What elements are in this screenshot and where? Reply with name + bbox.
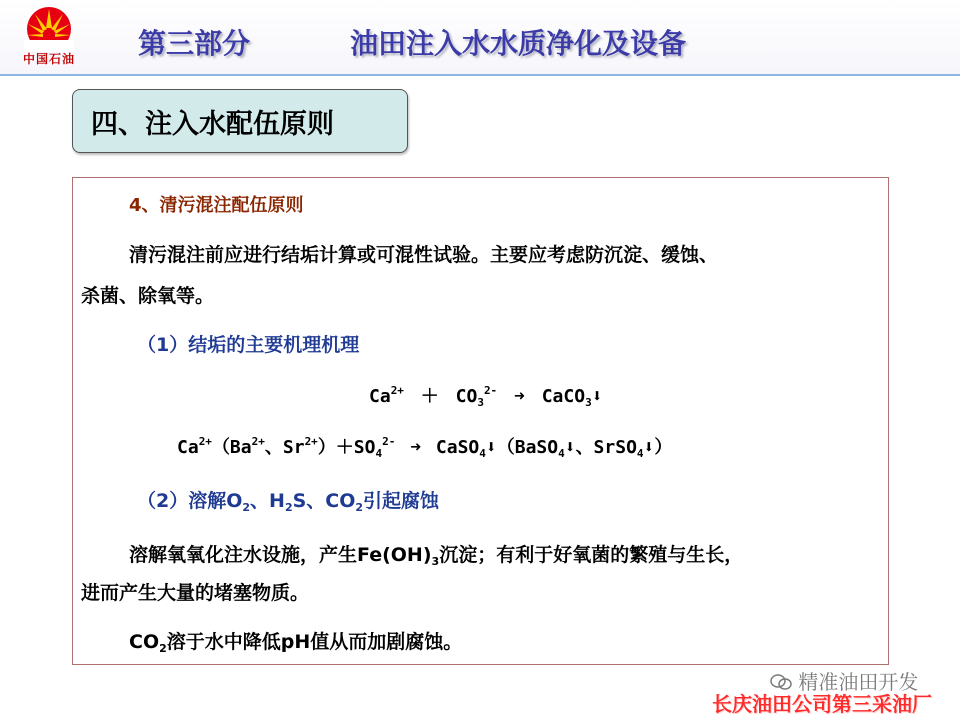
eq2-precipitate-arrow-icon: ⬇ bbox=[643, 437, 655, 458]
eq2-so-sub: 4 bbox=[375, 447, 383, 460]
para2-suffix: 沉淀；有利于好氧菌的繁殖与生长， bbox=[439, 544, 744, 566]
subheading-1: （1）结垢的主要机理机理 bbox=[137, 334, 360, 356]
para2-prefix: 溶解氧氧化注水设施，产生Fe(OH) bbox=[129, 544, 432, 566]
equation-1 bbox=[369, 382, 603, 409]
logo-emblem-icon bbox=[10, 2, 88, 52]
paragraph-2-line-1 bbox=[129, 540, 743, 568]
section-title-box bbox=[72, 89, 408, 153]
eq2-ba: （Ba bbox=[211, 437, 252, 458]
eq1-plus: ＋ bbox=[420, 386, 439, 407]
content-heading: 4、清污混注配伍原则 bbox=[129, 195, 304, 216]
eq1-precipitate-arrow-icon: ⬇ bbox=[591, 386, 603, 407]
eq2-ca-charge: 2+ bbox=[198, 435, 212, 448]
sub2-co2-sub: 2 bbox=[355, 501, 364, 514]
eq2-so: ）＋SO bbox=[317, 437, 376, 458]
logo-text: 中国石油 bbox=[22, 52, 75, 66]
part-title: 第三部分 bbox=[138, 27, 251, 60]
paragraph-3 bbox=[129, 627, 462, 655]
main-title: 油田注入水水质净化及设备 bbox=[350, 27, 687, 60]
para2-sub: 3 bbox=[431, 555, 440, 568]
eq2-close-paren: ） bbox=[654, 437, 673, 458]
eq2-sr-charge: 2+ bbox=[304, 435, 318, 448]
eq2-baso: （BaSO bbox=[496, 437, 559, 458]
eq2-precipitate-arrow-icon: ⬇ bbox=[564, 437, 576, 458]
eq2-precipitate-arrow-icon: ⬇ bbox=[485, 437, 497, 458]
petrochina-logo bbox=[10, 2, 88, 70]
eq2-ca: Ca bbox=[177, 437, 199, 458]
eq1-product: CaCO bbox=[541, 386, 586, 407]
para3-suffix: 溶于水中降低pH值从而加剧腐蚀。 bbox=[166, 631, 463, 653]
eq2-caso: CaSO bbox=[435, 437, 480, 458]
sub2-h: 、H bbox=[250, 490, 285, 512]
watermark-text: 精准油田开发 bbox=[798, 670, 919, 694]
paragraph-2-line-2: 进而产生大量的堵塞物质。 bbox=[81, 582, 310, 604]
eq2-baso-sub: 4 bbox=[558, 447, 565, 460]
eq2-srso: 、SrSO bbox=[575, 437, 637, 458]
sub2-prefix: （2）溶解O bbox=[137, 490, 243, 512]
section-title: 四、注入水配伍原则 bbox=[91, 109, 334, 140]
eq1-co-sub: 3 bbox=[477, 396, 484, 409]
eq1-product-sub: 3 bbox=[585, 396, 592, 409]
eq1-ca: Ca bbox=[369, 386, 391, 407]
para3-sub: 2 bbox=[159, 642, 167, 655]
slide-header bbox=[0, 0, 960, 76]
sub2-h2-sub: 2 bbox=[284, 501, 293, 514]
para3-prefix: CO bbox=[129, 631, 160, 653]
equation-2 bbox=[177, 433, 672, 460]
footer-company: 长庆油田公司第三采油厂 bbox=[712, 692, 932, 716]
paragraph-1-line-2: 杀菌、除氧等。 bbox=[81, 285, 215, 307]
eq1-ca-charge: 2+ bbox=[390, 384, 404, 397]
eq2-ba-charge: 2+ bbox=[251, 435, 265, 448]
eq2-sr: 、Sr bbox=[264, 437, 305, 458]
sub2-co: S、CO bbox=[292, 490, 356, 512]
subheading-2 bbox=[137, 486, 439, 514]
eq2-srso-sub: 4 bbox=[636, 447, 644, 460]
paragraph-1-line-1: 清污混注前应进行结垢计算或可混性试验。主要应考虑防沉淀、缓蚀、 bbox=[129, 244, 719, 266]
eq1-co: CO bbox=[455, 386, 478, 407]
sub2-o2-sub: 2 bbox=[242, 501, 251, 514]
eq2-caso-sub: 4 bbox=[479, 447, 486, 460]
eq2-so-charge: 2- bbox=[382, 435, 396, 448]
sub2-suffix: 引起腐蚀 bbox=[363, 490, 440, 512]
eq2-arrow-icon: ➜ bbox=[410, 437, 422, 458]
content-box bbox=[72, 177, 889, 665]
eq1-arrow-icon: ➜ bbox=[514, 386, 525, 407]
eq1-co-charge: 2- bbox=[483, 384, 498, 397]
